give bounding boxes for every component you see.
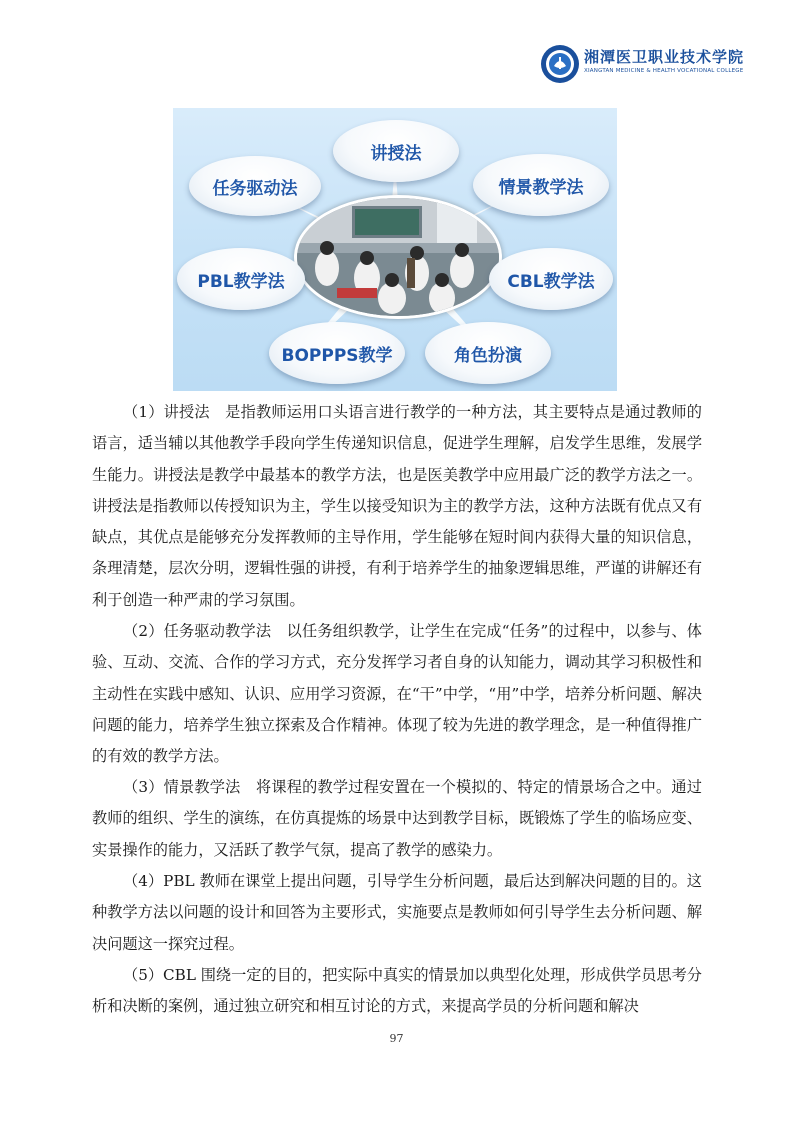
- node-role-play: 角色扮演: [425, 322, 551, 384]
- page-number: 97: [389, 1032, 404, 1045]
- node-cbl-teaching: CBL教学法: [489, 248, 613, 310]
- node-lecture: 讲授法: [333, 120, 459, 182]
- logo-english-name: XIANGTAN MEDICINE & HEALTH VOCATIONAL COLLEGE: [584, 68, 744, 74]
- node-task-driven: 任务驱动法: [189, 156, 321, 216]
- paragraph-lecture-method: （1）讲授法 是指教师运用口头语言进行教学的一种方法，其主要特点是通过教师的语言，适当辅以其他教学手段向学生传递知识信息，促进学生理解，启发学生思维，发展学生能力。讲授法是教学中最基本的教学方法，也是医美教学中应用最广泛的教学方法之一。讲授法是指教师以传授知识为主，学生以接受知识为主的教学方法，这种方法既有优点又有缺点，其优点是能够充分发挥教师的主导作用，学生能够在短时间内获得大量的知识信息，条理清楚，层次分明，逻辑性强的讲授，有利于培养学生的抽象逻辑思维，严谨的讲解还有利于创造一种严肃的学习氛围。: [92, 403, 702, 609]
- paragraph-cbl-method: （5）CBL 围绕一定的目的，把实际中真实的情景加以典型化处理，形成供学员思考分析和决断的案例，通过独立研究和相互讨论的方式，来提高学员的分析问题和解决: [92, 966, 702, 1016]
- classroom-photo: [294, 195, 502, 319]
- college-seal-icon: [540, 44, 580, 84]
- college-logo: [540, 44, 745, 84]
- paragraph-pbl-method: （4）PBL 教师在课堂上提出问题，引导学生分析问题，最后达到解决问题的目的。这种教学方法以问题的设计和回答为主要形式，实施要点是教师如何引导学生去分析问题、解决问题这一探究过程。: [92, 872, 702, 953]
- paragraph-scenario-method: （3）情景教学法 将课程的教学过程安置在一个模拟的、特定的情景场合之中。通过教师的组织、学生的演练，在仿真提炼的场景中达到教学目标，既锻炼了学生的临场应变、实景操作的能力，又活跃了教学气氛，提高了教学的感染力。: [92, 778, 702, 859]
- paragraph-task-driven-method: （2）任务驱动教学法 以任务组织教学，让学生在完成“任务”的过程中，以参与、体验、互动、交流、合作的学习方式，充分发挥学习者自身的认知能力，调动其学习积极性和主动性在实践中感知、认识、应用学习资源，在“干”中学，“用”中学，培养分析问题、解决问题的能力，培养学生独立探索及合作精神。体现了较为先进的教学理念，是一种值得推广的有效的教学方法。: [92, 622, 702, 766]
- node-bopps-teaching: BOPPPS教学: [269, 322, 405, 384]
- teaching-methods-figure: [173, 108, 617, 391]
- node-scenario-teaching: 情景教学法: [473, 154, 609, 216]
- logo-chinese-name: 湘潭医卫职业技术学院: [584, 48, 745, 66]
- node-pbl-teaching: PBL教学法: [177, 248, 305, 310]
- classroom-photo-image: [297, 198, 499, 316]
